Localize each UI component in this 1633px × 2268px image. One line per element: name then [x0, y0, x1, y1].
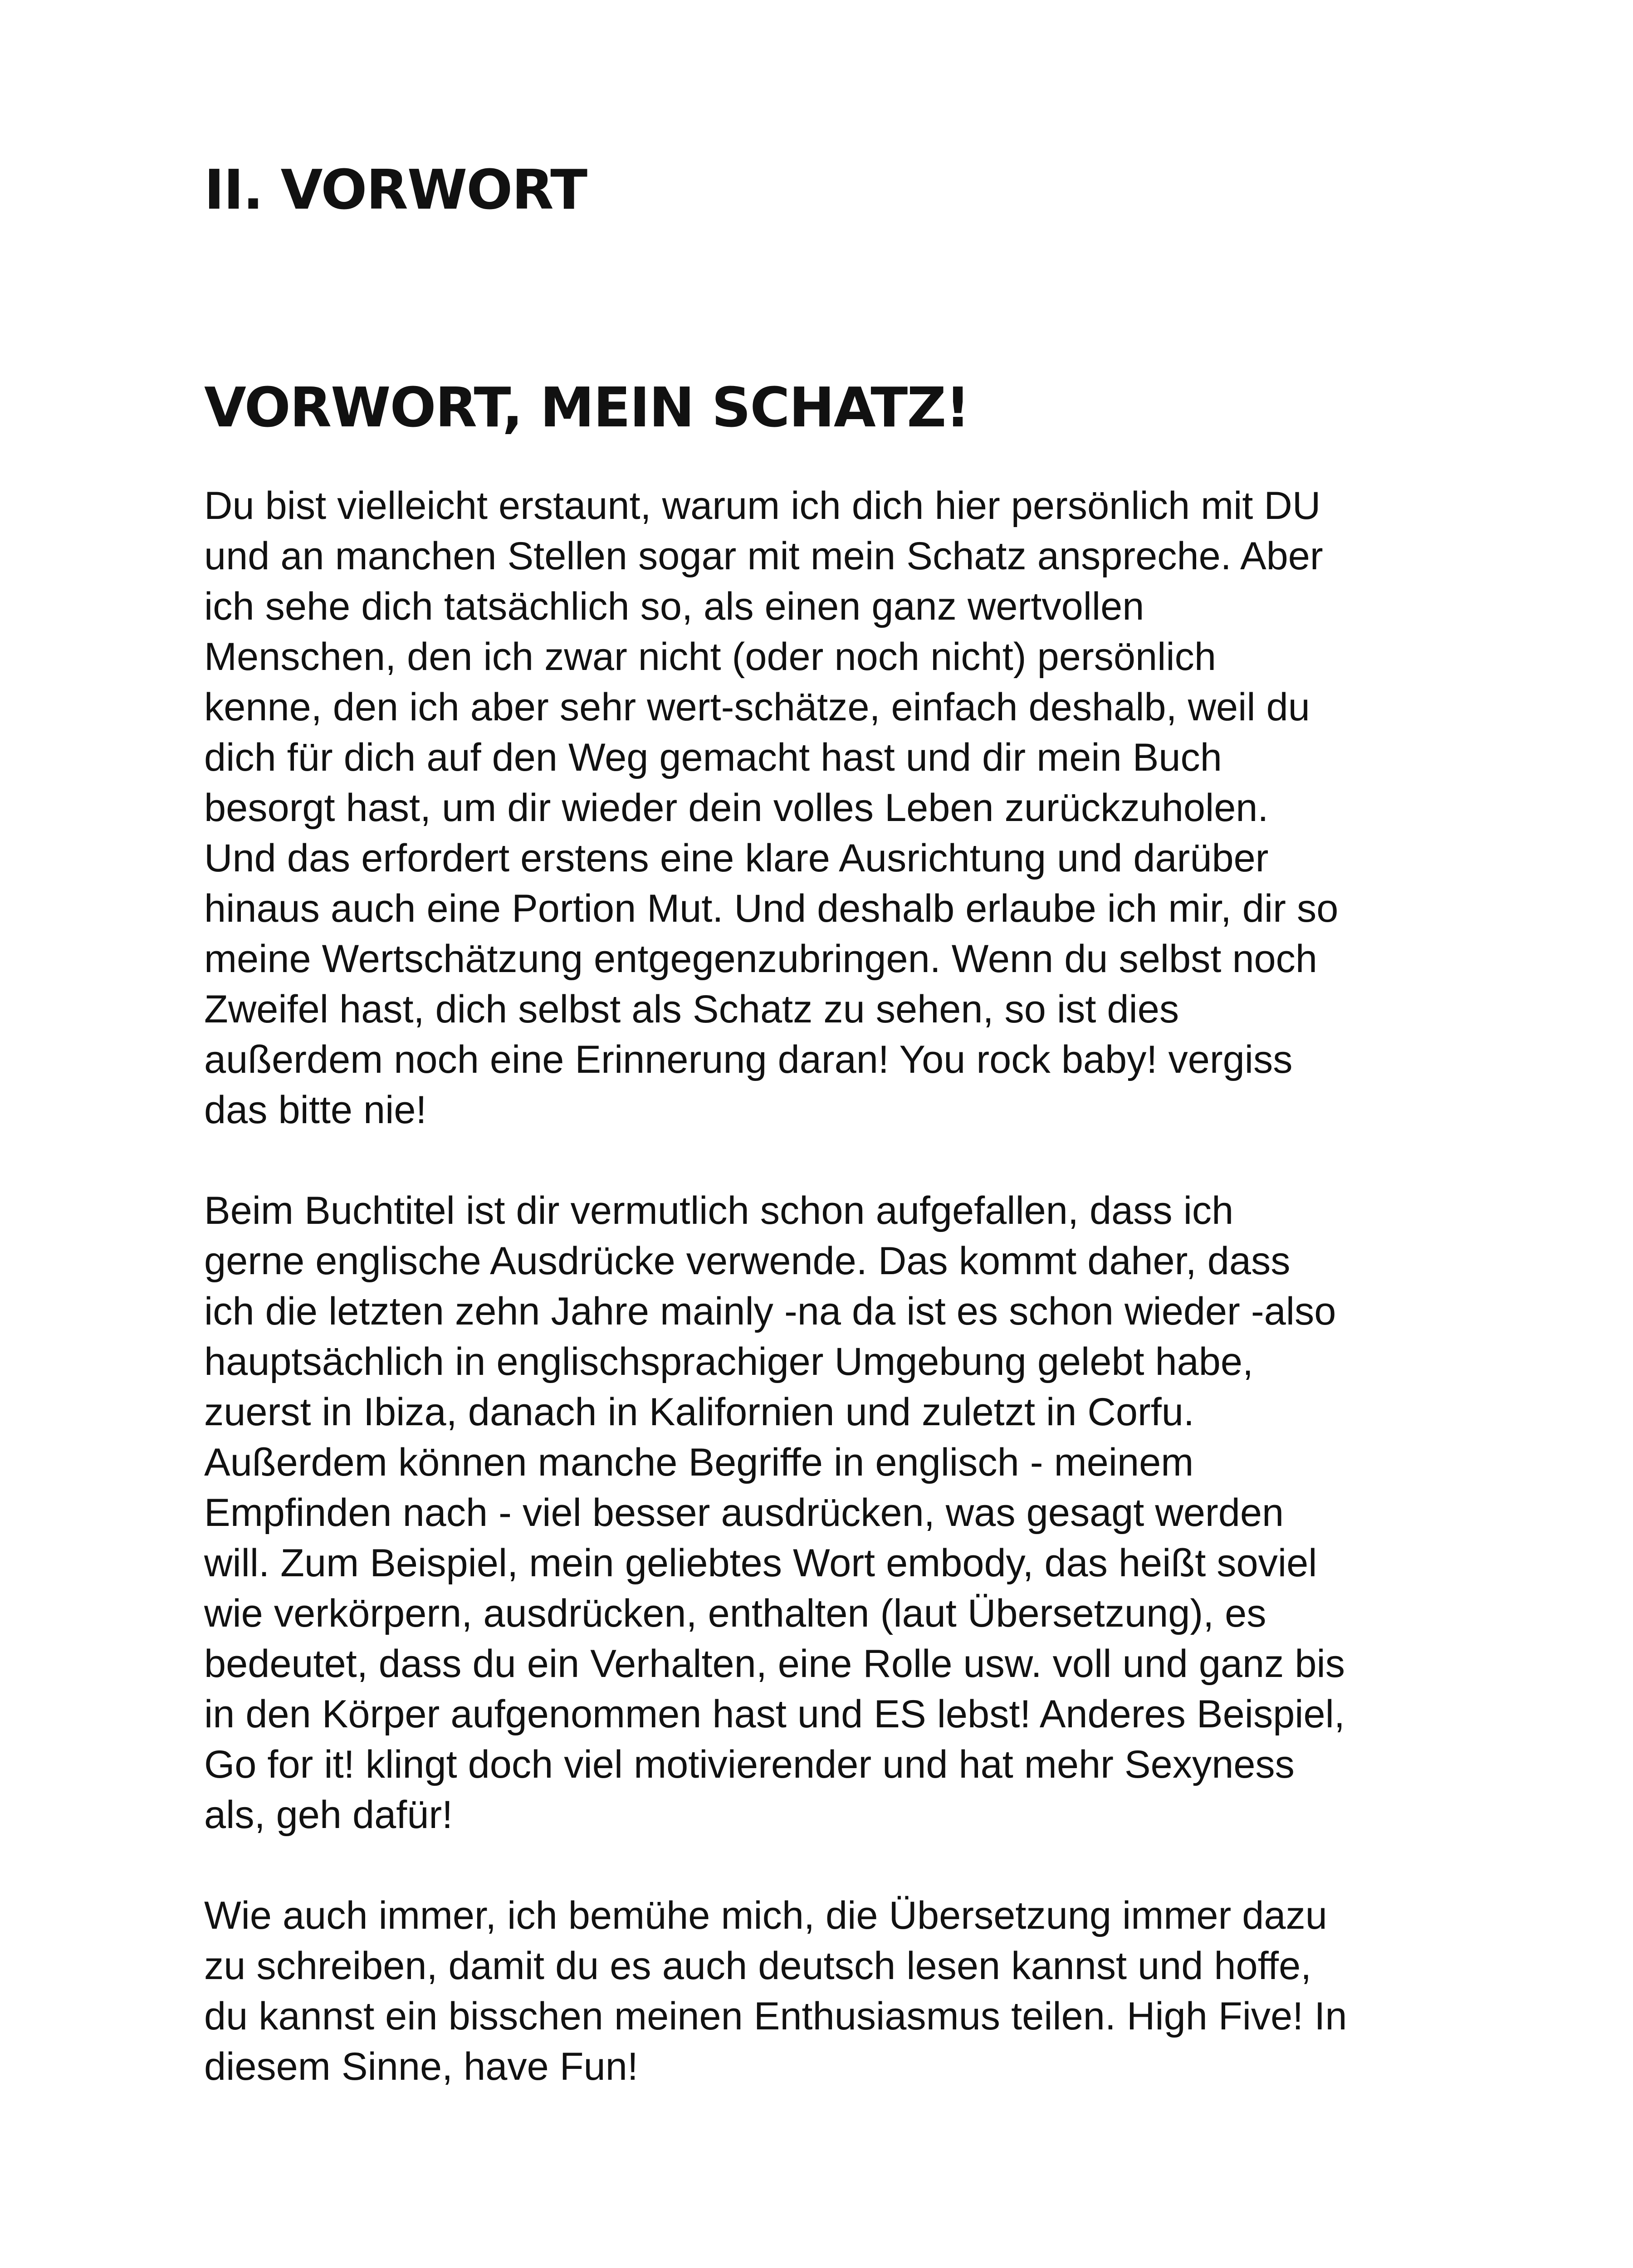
text-line: Wie auch immer, ich bemühe mich, die Übersetzung immer dazu [204, 1894, 1327, 1937]
text-line: du kannst ein bisschen meinen Enthusiasmus teilen. High Five! In [204, 1994, 1347, 2038]
text-line: dich für dich auf den Weg gemacht hast und dir mein Buch [204, 736, 1222, 779]
text-line: wie verkörpern, ausdrücken, enthalten (laut Übersetzung), es [204, 1592, 1266, 1635]
text-line: meine Wertschätzung entgegenzubringen. Wenn du selbst noch [204, 937, 1318, 981]
text-line: Außerdem können manche Begriffe in englisch - meinem [204, 1441, 1194, 1484]
text-line: besorgt hast, um dir wieder dein volles Leben zurückzuholen. [204, 786, 1269, 830]
text-line: will. Zum Beispiel, mein geliebtes Wort embody, das heißt soviel [204, 1541, 1317, 1585]
text-line: Zweifel hast, dich selbst als Schatz zu sehen, so ist dies [204, 987, 1179, 1031]
text-line: Empfinden nach - viel besser ausdrücken, was gesagt werden [204, 1491, 1284, 1535]
text-line: und an manchen Stellen sogar mit mein Schatz anspreche. Aber [204, 534, 1323, 578]
text-line: außerdem noch eine Erinnerung daran! You rock baby! vergiss [204, 1038, 1293, 1081]
text-line: zuerst in Ibiza, danach in Kalifornien und zuletzt in Corfu. [204, 1390, 1194, 1434]
text-line: hauptsächlich in englischsprachiger Umgebung gelebt habe, [204, 1340, 1253, 1383]
text-line: in den Körper aufgenommen hast und ES lebst! Anderes Beispiel, [204, 1692, 1345, 1736]
text-line: als, geh dafür! [204, 1793, 453, 1837]
text-line: Du bist vielleicht erstaunt, warum ich dich hier persönlich mit DU [204, 484, 1321, 528]
text-line: ich sehe dich tatsächlich so, als einen ganz wertvollen [204, 585, 1144, 628]
text-line: zu schreiben, damit du es auch deutsch lesen kannst und hoffe, [204, 1944, 1312, 1988]
text-line: bedeutet, dass du ein Verhalten, eine Rolle usw. voll und ganz bis [204, 1642, 1345, 1686]
body-text [204, 481, 1520, 2142]
paragraph [204, 481, 1520, 1135]
text-line: Menschen, den ich zwar nicht (oder noch nicht) persönlich [204, 635, 1216, 679]
text-line: kenne, den ich aber sehr wert-schätze, einfach deshalb, weil du [204, 685, 1310, 729]
text-line: das bitte nie! [204, 1088, 427, 1132]
chapter-title: II. VORWORT [204, 159, 587, 222]
text-line: diesem Sinne, have Fun! [204, 2045, 638, 2088]
paragraph [204, 1891, 1520, 2092]
text-line: Und das erfordert erstens eine klare Ausrichtung und darüber [204, 836, 1269, 880]
text-line: hinaus auch eine Portion Mut. Und deshalb erlaube ich mir, dir so [204, 887, 1339, 930]
paragraph [204, 1186, 1520, 1840]
text-line: Go for it! klingt doch viel motivierender und hat mehr Sexyness [204, 1743, 1295, 1786]
text-line: ich die letzten zehn Jahre mainly -na da ist es schon wieder -also [204, 1290, 1336, 1333]
text-line: Beim Buchtitel ist dir vermutlich schon aufgefallen, dass ich [204, 1189, 1234, 1232]
text-line: gerne englische Ausdrücke verwende. Das kommt daher, dass [204, 1239, 1291, 1283]
section-title: VORWORT, MEIN SCHATZ! [204, 376, 969, 440]
